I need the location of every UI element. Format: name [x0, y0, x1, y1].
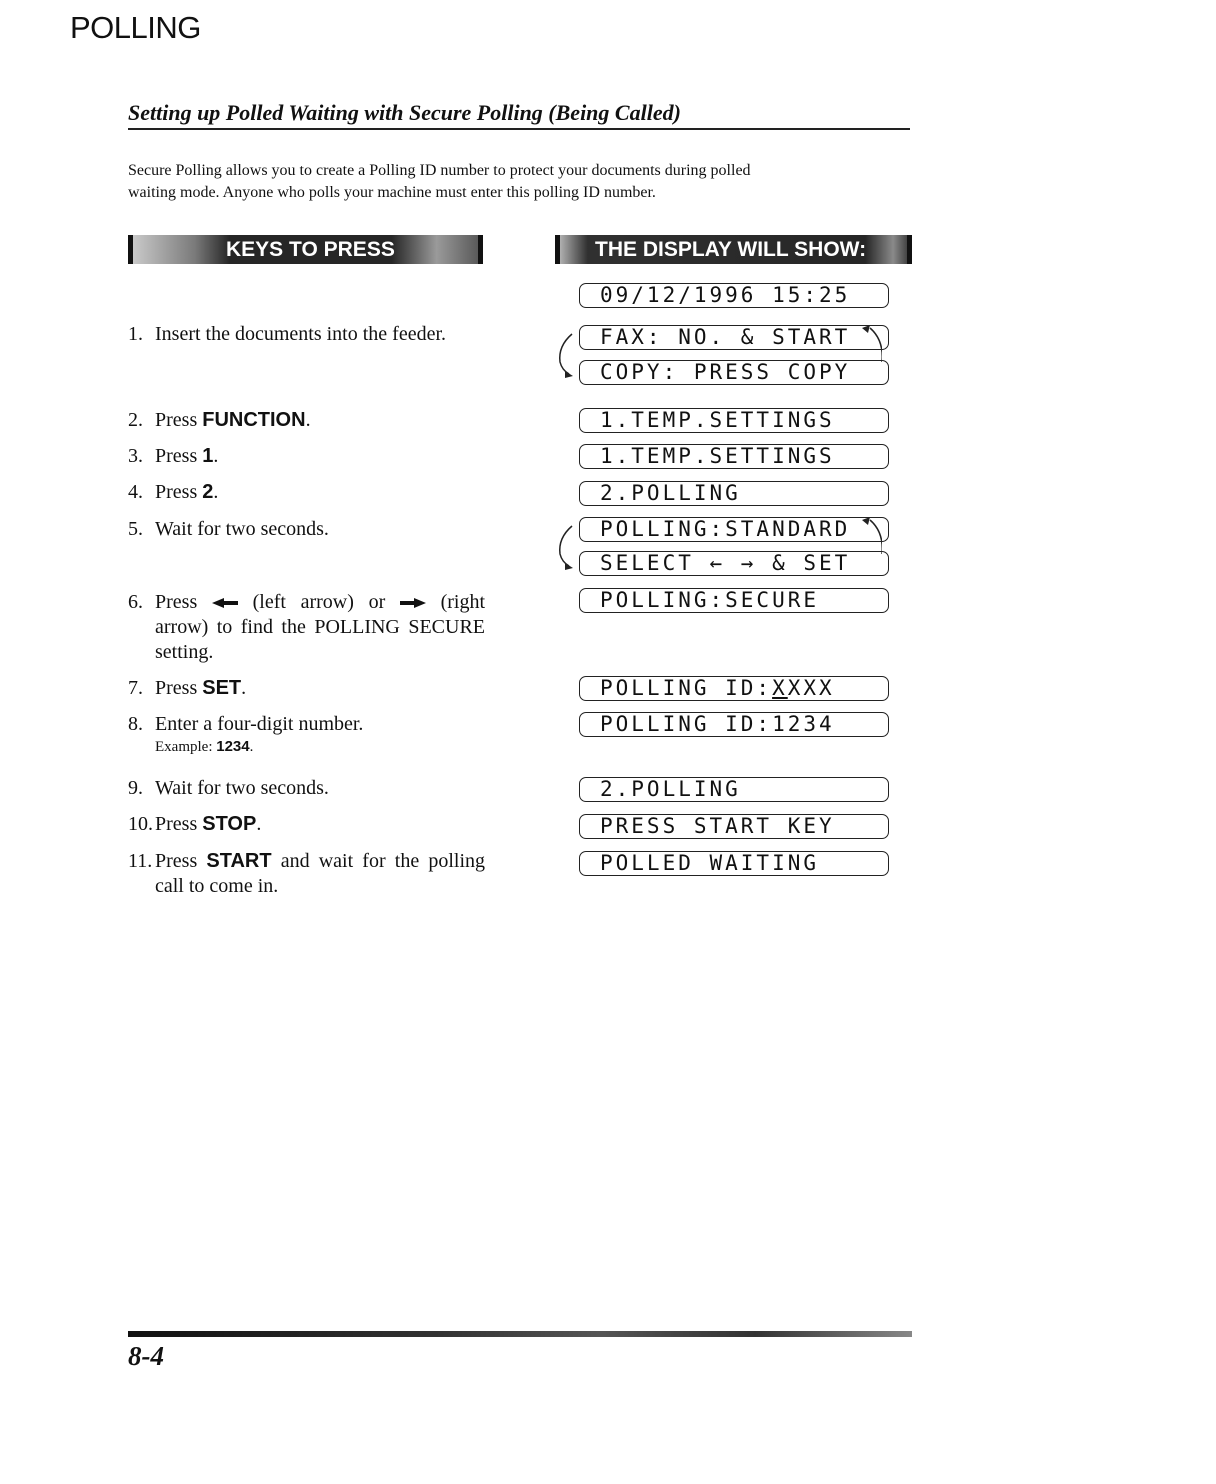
key-name: START — [206, 850, 272, 872]
example-label: Example: — [155, 739, 217, 755]
step-text: Press — [155, 850, 207, 872]
lcd-display: POLLING:SECURE — [579, 588, 889, 613]
right-arrow-key-icon — [400, 598, 426, 608]
lcd-display: POLLED WAITING — [579, 851, 889, 876]
lcd-display: POLLING:STANDARD — [579, 517, 889, 542]
step-9 — [128, 776, 488, 801]
step-text: (right arrow) to find the POLLING SECURE setting. — [155, 591, 486, 663]
step-11 — [128, 849, 488, 899]
lcd-display: 2.POLLING — [579, 481, 889, 506]
step-text: Enter a four-digit number. — [155, 713, 364, 735]
key-name: SET — [202, 677, 242, 699]
step-text: Press — [155, 445, 203, 467]
display-will-show-banner: THE DISPLAY WILL SHOW: — [555, 235, 912, 264]
step-punct: . — [213, 481, 219, 503]
lcd-display: 2.POLLING — [579, 777, 889, 802]
step-number: 10. — [128, 813, 153, 835]
step-number: 11. — [128, 850, 153, 872]
step-punct: . — [305, 409, 311, 431]
lcd-display: POLLING ID:1234 — [579, 712, 889, 737]
lcd-text: XXX — [787, 676, 835, 700]
example-value: 1234 — [216, 738, 250, 755]
step-5 — [128, 517, 488, 542]
step-punct: . — [256, 813, 262, 835]
step-text: Press — [155, 481, 203, 503]
step-7 — [128, 676, 488, 701]
lcd-display: 09/12/1996 15:25 — [579, 283, 889, 308]
lcd-display: 1.TEMP.SETTINGS — [579, 444, 889, 469]
step-text: Press — [155, 677, 203, 699]
footer-rule — [128, 1331, 912, 1337]
left-arrow-key-icon — [212, 598, 238, 608]
step-number: 8. — [128, 713, 143, 735]
step-text: Wait for two seconds. — [155, 518, 329, 540]
lcd-display: COPY: PRESS COPY — [579, 360, 889, 385]
page-number: 8-4 — [128, 1341, 164, 1371]
intro-line-1: Secure Polling allows you to create a Polling ID number to protect your documents during polled — [128, 162, 751, 179]
step-number: 9. — [128, 777, 143, 799]
lcd-display: FAX: NO. & START — [579, 325, 889, 350]
step-punct: . — [213, 445, 219, 467]
step-text: Wait for two seconds. — [155, 777, 329, 799]
example-note — [155, 737, 485, 757]
step-2 — [128, 408, 488, 433]
lcd-display: SELECT ← → & SET — [579, 551, 889, 576]
key-name: FUNCTION — [202, 409, 306, 431]
step-number: 2. — [128, 409, 143, 431]
lcd-display — [579, 676, 889, 701]
section-title: POLLING — [70, 10, 201, 45]
step-text: and wait for the polling call to come in. — [155, 850, 485, 897]
step-text: Press — [155, 813, 203, 835]
subtitle: Setting up Polled Waiting with Secure Polling (Being Called) — [128, 100, 910, 130]
key-name: STOP — [202, 813, 257, 835]
example-punct: . — [249, 739, 254, 755]
lcd-cursor: X — [772, 676, 788, 700]
key-name: 1 — [202, 445, 214, 467]
keys-to-press-banner: KEYS TO PRESS — [128, 235, 483, 264]
step-text: Press — [155, 409, 203, 431]
step-number: 4. — [128, 481, 143, 503]
key-name: 2 — [202, 481, 214, 503]
step-10 — [128, 812, 488, 837]
step-text: Press — [155, 591, 198, 613]
step-number: 5. — [128, 518, 143, 540]
step-8 — [128, 712, 488, 757]
lcd-display: 1.TEMP.SETTINGS — [579, 408, 889, 433]
step-text: Insert the documents into the feeder. — [155, 323, 447, 345]
step-number: 1. — [128, 323, 143, 345]
step-punct: . — [241, 677, 247, 699]
step-6 — [128, 590, 488, 665]
step-number: 7. — [128, 677, 143, 699]
lcd-display: PRESS START KEY — [579, 814, 889, 839]
step-number: 6. — [128, 591, 143, 613]
step-3 — [128, 444, 488, 469]
lcd-text: POLLING ID: — [600, 676, 773, 700]
step-4 — [128, 480, 488, 505]
step-text: (left arrow) or — [252, 591, 386, 613]
intro-line-2: waiting mode. Anyone who polls your machine must enter this polling ID number. — [128, 184, 656, 201]
step-number: 3. — [128, 445, 143, 467]
step-1 — [128, 322, 488, 347]
intro-paragraph — [128, 160, 928, 204]
